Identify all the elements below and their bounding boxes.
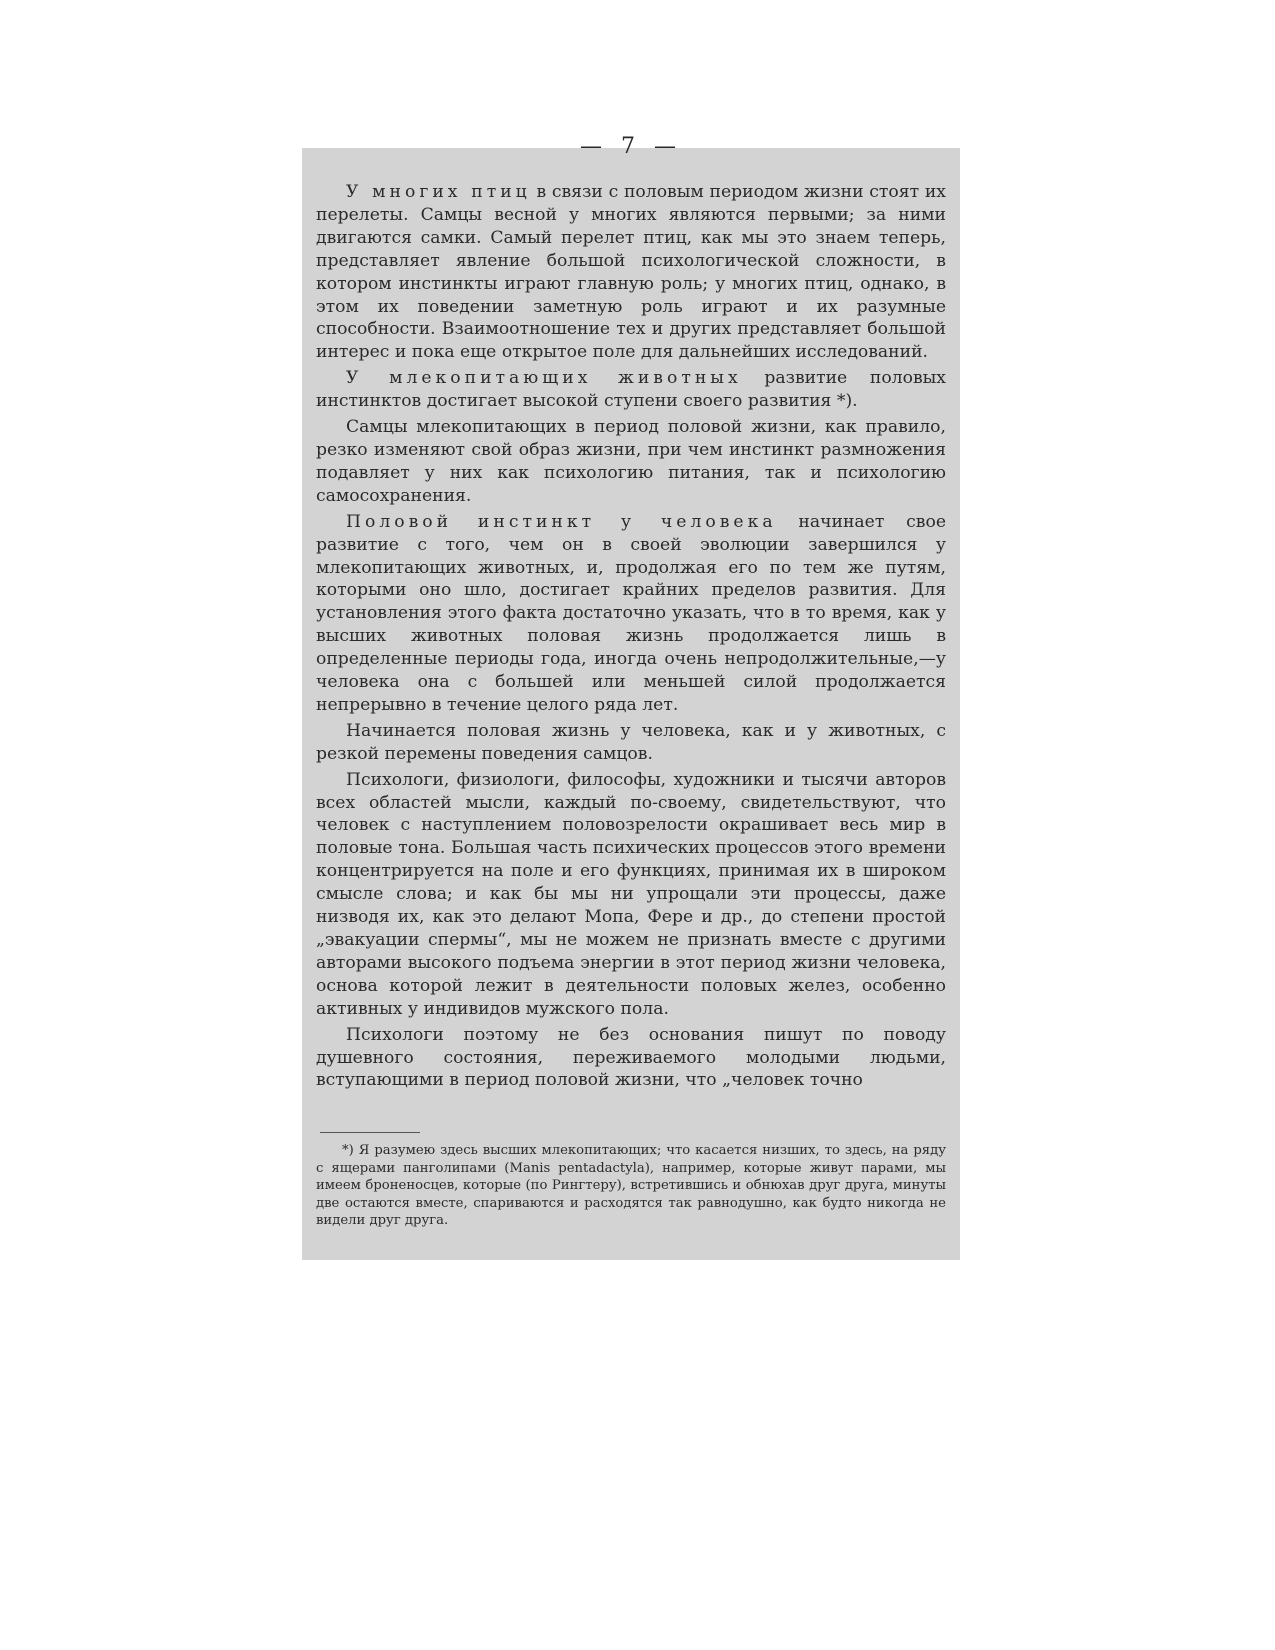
paragraph-text: Психологи поэтому не без основания пишут по поводу душевного состояния, переживаемого молодыми людьми, вступающими в период половой жизни, что „человек точно: [316, 1024, 946, 1091]
spaced-lead: Половой инстинкт у человека: [346, 511, 777, 532]
paragraph-text: Начинается половая жизнь у человека, как и у животных, с резкой перемены поведения самцов.: [316, 720, 946, 764]
scanned-page: [302, 134, 960, 1260]
footnote: *) Я разумею здесь высших млекопитающих; что касается низших, то здесь, на ряду с ящерами панголипами (Manis pentadactyla), например, которые живут парами, мы имеем броненосцев, которые (по Рингтеру), встретившись и обнюхав друг друга, минуты две остаются вместе, спариваются и расходятся так равнодушно, как будто никогда не видели друг друга.: [316, 1143, 946, 1228]
paragraph-birds: [316, 181, 946, 364]
paragraph-males: [316, 416, 946, 508]
body-text: [316, 181, 946, 1095]
paragraph-human-instinct: [316, 511, 946, 717]
paragraph-text: в связи с половым периодом жизни стоят их перелеты. Самцы весной у многих являются первыми; за ними двигаются самки. Самый перелет птиц, как мы это знаем теперь, представляет явление большой психологической сложности, в котором инстинкты играют главную роль; у многих птиц, однако, в этом их поведении заметную роль играют и их разумные способности. Взаимоотношение тех и других представляет большой интерес и пока еще открытое поле для дальнейших исследований.: [316, 182, 947, 363]
paragraph-text: Психологи, физиологи, философы, художники и тысячи авторов всех областей мысли, каждый по-своему, свидетельствуют, что человек с наступлением половозрелости окрашивает весь мир в половые тона. Большая часть психических процессов этого времени концентрируется на поле и его функциях, принимая их в широком смысле слова; и как бы мы ни упрощали эти процессы, даже низводя их, как это делают Мопа, Фере и др., до степени простой „эвакуации спермы“, мы не можем не признать вместе с другими авторами высокого подъема энергии в этот период жизни человека, основа которой лежит в деятельности половых желез, особенно активных у индивидов мужского пола.: [316, 769, 946, 1019]
spaced-lead: У млекопитающих животных: [346, 368, 742, 389]
paragraph-text: Самцы млекопитающих в период половой жизни, как правило, резко изменяют свой образ жизни, при чем инстинкт размножения подавляет у них как психологию питания, так и психологию самосохранения.: [316, 417, 946, 506]
paragraph-psychologists: [316, 769, 946, 1021]
paragraph-text: начинает свое развитие с того, чем он в своей эволюции завершился у млекопитающих животных, и, продолжая его по тем же путям, которыми оно шло, достигает крайних пределов развития. Для установления этого факта достаточно указать, что в то время, как у высших животных половая жизнь продолжается лишь в определенные периоды года, иногда очень непродолжительные,—у человека она с большей или меньшей силой продолжается непрерывно в течение целого ряда лет.: [316, 511, 946, 715]
footnote-divider: [320, 1132, 420, 1133]
paragraph-text: развитие половых инстинктов достигает высокой ступени своего развития *).: [316, 368, 946, 412]
page-number: — 7 —: [580, 134, 682, 159]
paragraph-mammals: [316, 367, 946, 413]
spaced-lead: У многих птиц: [346, 182, 531, 202]
paragraph-onset: [316, 720, 946, 766]
paragraph-young-people: [316, 1024, 946, 1093]
